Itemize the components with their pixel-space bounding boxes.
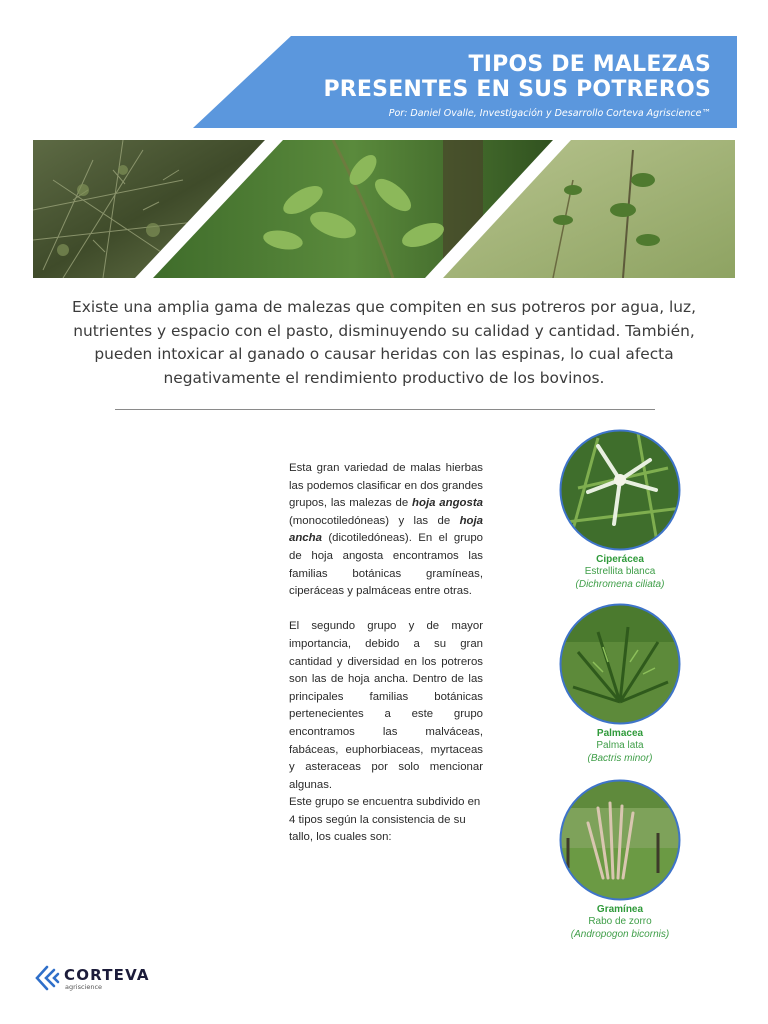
weed-card-graminea [535,778,705,941]
weed-photo-palmacea [558,602,682,726]
weed-common-name: Palma lata [596,740,644,751]
byline: Por: Daniel Ovalle, Investigación y Desarrollo Corteva Agriscience™ [388,108,711,119]
header-banner [193,36,737,128]
paragraph-1 [289,460,483,601]
p1-text-e: (dicotiledóneas). En el grupo de hoja angosta encontramos las familias botánicas gramíneas, ciperáceas y palmáceas entre otras. [289,532,483,598]
logo-subtext: agriscience [65,983,103,991]
corteva-mark-icon [34,964,60,992]
title-line-1: TIPOS DE MALEZAS [468,52,711,77]
weed-card-palmacea [535,602,705,765]
weed-common-name: Estrellita blanca [584,566,656,577]
photo-strip-image [33,140,735,278]
weed-family: Gramínea [596,904,644,915]
body-text [289,460,483,847]
photo-strip [33,140,735,282]
weed-scientific-name: (Andropogon bicornis) [570,929,670,940]
intro-text: Existe una amplia gama de malezas que compiten en sus potreros por agua, luz, nutrientes y espacio con el pasto, disminuyendo su calidad y cantidad. También, pueden intoxicar al ganado o causar heridas con las espinas, lo cual afecta negativamente el rendimiento productivo de los bovinos. [72,298,696,387]
weed-scientific-name: (Dichromena ciliata) [575,579,665,590]
paragraph-2: El segundo grupo y de mayor importancia, debido a su gran cantidad y diversidad en los potreros son las de hoja ancha. Dentro de las principales familias botánicas pertenecientes a este grupo encontramos las malváceas, fabáceas, euphorbiaceas, myrtaceas y asteraceas por solo mencionar algunas. [289,620,483,791]
page-title [323,52,711,102]
paragraph-3: Este grupo se encuentra subdivido en 4 tipos según la consistencia de su tallo, los cuales son: [289,796,481,844]
weed-family: Palmacea [596,728,644,739]
divider [115,409,655,410]
title-line-2: PRESENTES EN SUS POTREROS [323,77,711,102]
weed-family: Ciperácea [596,554,644,565]
weed-common-name: Rabo de zorro [588,916,652,927]
weed-photo-graminea [558,778,682,902]
p1-text-a: Esta gran variedad de malas hierbas las podemos clasificar en dos grandes grupos, las malezas de [289,462,483,510]
p1-emphasis-narrow-leaf: hoja angosta [412,497,483,510]
logo-wordmark: CORTEVA [64,966,150,984]
weed-photo-ciperacea [558,428,682,552]
p1-text-c: (monocotiledóneas) y las de [289,514,460,527]
weed-scientific-name: (Bactris minor) [587,753,653,764]
weed-card-ciperacea [535,428,705,591]
p1-emphasis-broad-leaf: hoja ancha [289,514,483,545]
